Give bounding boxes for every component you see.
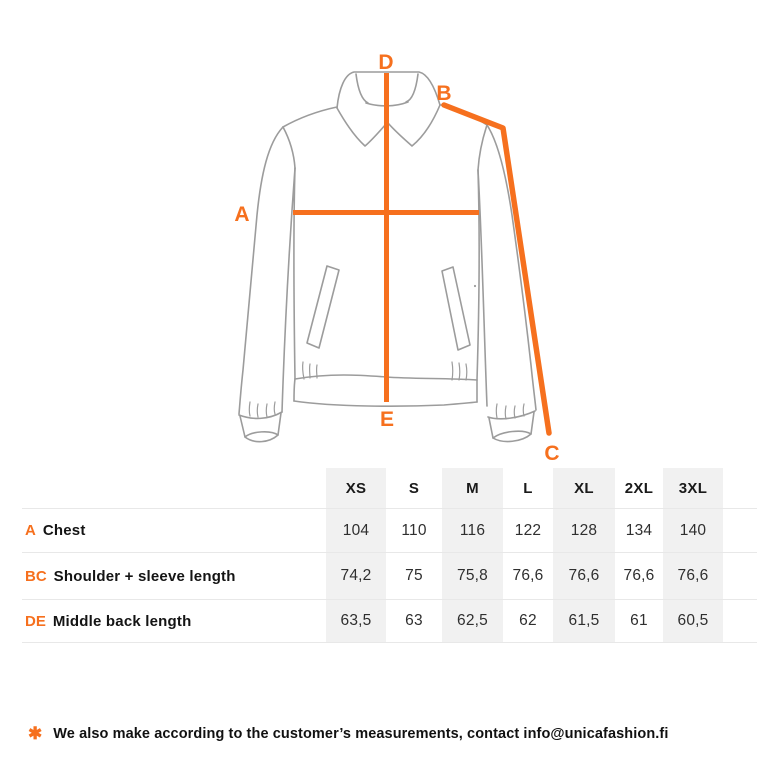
footnote [28,723,668,745]
size-header-m: M [442,468,503,508]
back-value-xs: 63,5 [326,600,386,642]
right-cuff-bottom [493,431,531,441]
measure-label-d: D [378,51,394,74]
collar-left-wing [337,108,386,146]
row-end-spacer [723,509,757,552]
left-cuff-bottom [245,432,278,442]
chest-value-2xl: 134 [625,521,653,539]
sleeve-value-3xl: 76,6 [663,553,723,599]
size-table [22,468,757,643]
row-label [22,600,326,642]
waistband-left-end [294,379,295,401]
hem-gathers-right [452,362,467,380]
chest-value-xl: 128 [553,509,615,552]
back-value-l: 62 [519,612,537,629]
back-value-m: 62,5 [442,600,503,642]
header-spacer [22,468,326,508]
collar-right-wing [388,105,440,146]
right-armhole [478,125,487,170]
size-header-2xl: 2XL [624,479,654,497]
back-value-2xl: 61 [630,612,648,629]
table-row-chest [22,509,757,553]
size-header-l: L [523,479,533,497]
left-shoulder [283,107,337,127]
body-left-edge [294,168,295,379]
asterisk-icon: ✱ [28,724,43,743]
fabric-speck [474,285,476,287]
back-value-xl: 61,5 [553,600,615,642]
left-cuff-gathers [249,402,275,417]
back-value-3xl: 60,5 [663,600,723,642]
row-name: Shoulder + sleeve length [53,567,236,585]
row-name: Chest [42,522,86,539]
row-key: A [25,522,36,539]
chest-value-l: 122 [514,521,542,539]
chest-value-xs: 104 [326,509,386,552]
row-key: BC [25,567,47,585]
left-armhole [283,127,295,168]
row-end-spacer [723,553,757,599]
left-cuff-top [239,412,282,418]
sleeve-value-m: 75,8 [442,553,503,599]
sleeve-value-s: 75 [405,567,423,584]
row-name: Middle back length [52,612,192,630]
size-header-xl: XL [553,468,615,508]
row-end-spacer [723,600,757,642]
measurement-labels [234,51,559,465]
left-sleeve-outer [239,127,283,414]
footnote-text: We also make according to the customer’s measurements, contact info@unicafashion.fi [53,726,669,742]
sleeve-value-xs: 74,2 [326,553,386,599]
left-sleeve-inner [282,168,295,412]
measure-label-b: B [436,82,452,105]
size-table-header-row [22,468,757,509]
table-row-shoulder-sleeve [22,553,757,600]
size-header-3xl: 3XL [663,468,723,508]
row-key: DE [25,612,46,630]
right-cuff-sides [489,412,534,438]
measure-label-e: E [379,408,395,431]
body-right-edge [477,170,479,380]
sleeve-value-2xl: 76,6 [623,567,655,584]
back-value-s: 63 [405,612,423,629]
sleeve-value-xl: 76,6 [553,553,615,599]
header-end-spacer [723,468,757,508]
row-label [22,553,326,599]
chest-value-s: 110 [401,521,427,539]
collar-inner-left [356,74,368,103]
table-row-middle-back [22,600,757,643]
size-header-xs: XS [326,468,386,508]
chest-value-3xl: 140 [663,509,723,552]
measure-label-a: A [234,203,250,226]
right-cuff-top [488,411,535,419]
collar-inner-right [406,74,418,102]
size-header-s: S [408,479,420,497]
measure-label-c: C [544,442,560,465]
sleeve-value-l: 76,6 [512,567,544,584]
row-label [22,509,326,552]
chest-value-m: 116 [442,509,503,552]
right-pocket-welt [442,267,470,350]
left-pocket-welt [307,266,339,348]
